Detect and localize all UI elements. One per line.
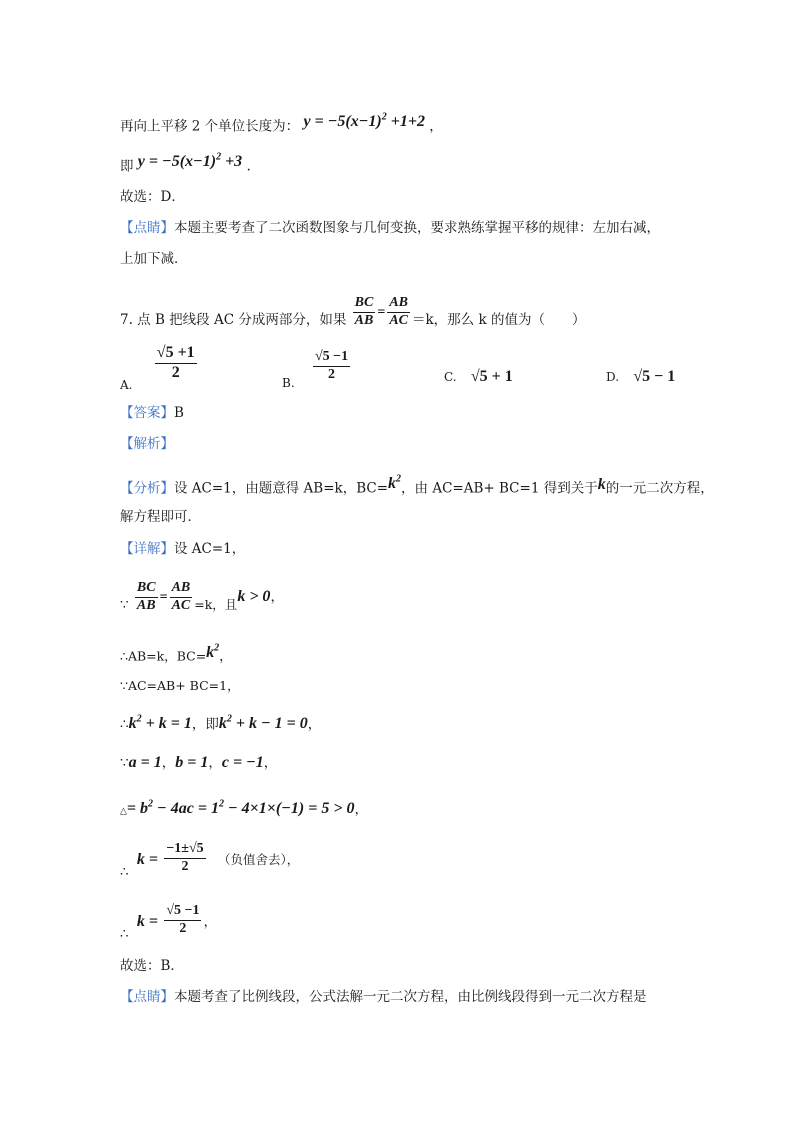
- dianjing-tag-2: 【点睛】: [120, 989, 174, 1005]
- conclusion: 故选：B．: [120, 958, 184, 974]
- analysis-tag: 【解析】: [120, 436, 174, 452]
- choose-d: 故选：D．: [120, 189, 185, 205]
- line-result-equation: 即 $y = -5(x-1)^2 +3$ .: [120, 152, 251, 175]
- step-3: ∵AC=AB+ BC=1，: [120, 678, 240, 693]
- xiangjie: 【详解】设 AC=1，: [120, 541, 246, 557]
- fraction-bc-ab: $\frac{BC}{AB}$: [354, 295, 374, 328]
- answer: 【答案】B: [120, 405, 184, 421]
- option-c[interactable]: C. √5 + 1: [444, 368, 513, 385]
- equation-result: $y = -5(x-1)^2 +3$: [137, 152, 243, 171]
- step-7: ∴ k = $\frac{-1\pm√5}{2}$ （负值舍去），: [120, 841, 300, 880]
- step-6: △= $b^2 - 4ac = 1^2 - 4\times 1\times(-1) = 5 > 0$，: [120, 799, 368, 818]
- equation-shift-up: $y = -5(x-1)^2 +1+2$: [303, 112, 425, 131]
- fenxi: 【分析】设 AC=1，由题意得 AB=k，$BC=k^2$，由 AC=AB+ BC=1 得到关于k的一元二次方程，: [120, 474, 714, 497]
- fraction-ab-ac: $\frac{AB}{AC}$: [389, 295, 408, 328]
- xiangjie-tag: 【详解】: [120, 541, 174, 557]
- dianjing-tag: 【点睛】: [120, 220, 174, 236]
- dianjing-2: 【点睛】本题考查了比例线段，公式法解一元二次方程，由比例线段得到一元二次方程是: [120, 989, 647, 1005]
- analysis-heading: [120, 434, 174, 454]
- fenxi-cont: 解方程即可．: [120, 509, 201, 525]
- line-shift-up: 再向上平移 2 个单位长度为： $y = -5(x-1)^2 +1+2$ ，: [120, 112, 443, 135]
- step-2: ∴AB=k，$BC=k^2$，: [120, 643, 233, 665]
- answer-tag: 【答案】: [120, 405, 174, 421]
- step-1: ∵ $\frac{BC}{AB}$ = $\frac{AB}{AC}$ =k，且k > 0，: [120, 580, 284, 613]
- fenxi-tag: 【分析】: [120, 480, 174, 497]
- step-4: $\therefore k^2 + k = 1$，即$k^2 + k - 1 = 0$，: [120, 714, 322, 733]
- option-a[interactable]: A. $\frac{√5 +1}{2}$: [120, 344, 195, 392]
- option-a-fraction: $\frac{√5 +1}{2}$: [156, 344, 195, 381]
- option-b-fraction: $\frac{√5 -1}{2}$: [314, 349, 349, 382]
- question-7: 7. 点 B 把线段 AC 分成两部分，如果 $\frac{BC}{AB}$ = $\frac{AB}{AC}$ ＝k，那么 k 的值为（ ）: [120, 295, 586, 328]
- dianjing-1-cont: 上加下减．: [120, 251, 188, 267]
- option-b[interactable]: B. $\frac{√5 -1}{2}$: [282, 349, 349, 390]
- step-8: ∴ k = $\frac{√5 -1}{2}$ ，: [120, 903, 217, 942]
- step-5: ∵a = 1，b = 1，c = −1，: [120, 754, 278, 771]
- dianjing-1: 【点睛】本题主要考查了二次函数图象与几何变换，要求熟练掌握平移的规律：左加右减，: [120, 220, 660, 236]
- option-d[interactable]: D. √5 − 1: [606, 368, 676, 385]
